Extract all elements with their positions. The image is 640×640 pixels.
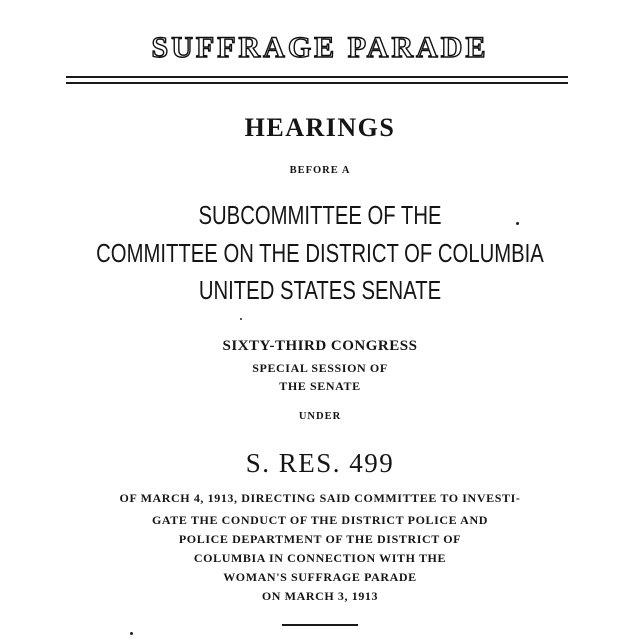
description-line-5: WOMAN'S SUFFRAGE PARADE — [223, 570, 417, 584]
resolution-number: S. RES. 499 — [245, 448, 395, 478]
double-rule-top — [66, 76, 568, 78]
committee-line-1: SUBCOMMITTEE OF THE — [198, 200, 442, 230]
committee-line-2: COMMITTEE ON THE DISTRICT OF COLUMBIA — [96, 238, 544, 268]
session-line-2: THE SENATE — [279, 379, 361, 393]
description-line-3: POLICE DEPARTMENT OF THE DISTRICT OF — [178, 532, 462, 546]
double-rule-bottom — [66, 82, 568, 84]
committee-line-3: UNITED STATES SENATE — [198, 275, 442, 305]
print-speck — [240, 318, 242, 320]
banner-title: SUFFRAGE PARADE — [151, 31, 489, 64]
description-line-4: COLUMBIA IN CONNECTION WITH THE — [193, 551, 447, 565]
under-label: UNDER — [298, 411, 342, 422]
hearings-heading: HEARINGS — [244, 113, 396, 142]
description-line-1: OF MARCH 4, 1913, DIRECTING SAID COMMITTEE TO INVESTI- — [119, 491, 521, 505]
congress-label: SIXTY-THIRD CONGRESS — [222, 338, 418, 354]
description-line-6: ON MARCH 3, 1913 — [261, 589, 379, 603]
description-line-2: GATE THE CONDUCT OF THE DISTRICT POLICE AND — [152, 513, 488, 527]
before-a-label: BEFORE A — [289, 165, 351, 176]
print-speck — [516, 222, 519, 225]
print-speck — [130, 632, 133, 635]
session-line-1: SPECIAL SESSION OF — [252, 361, 388, 375]
bottom-short-rule — [282, 624, 358, 626]
